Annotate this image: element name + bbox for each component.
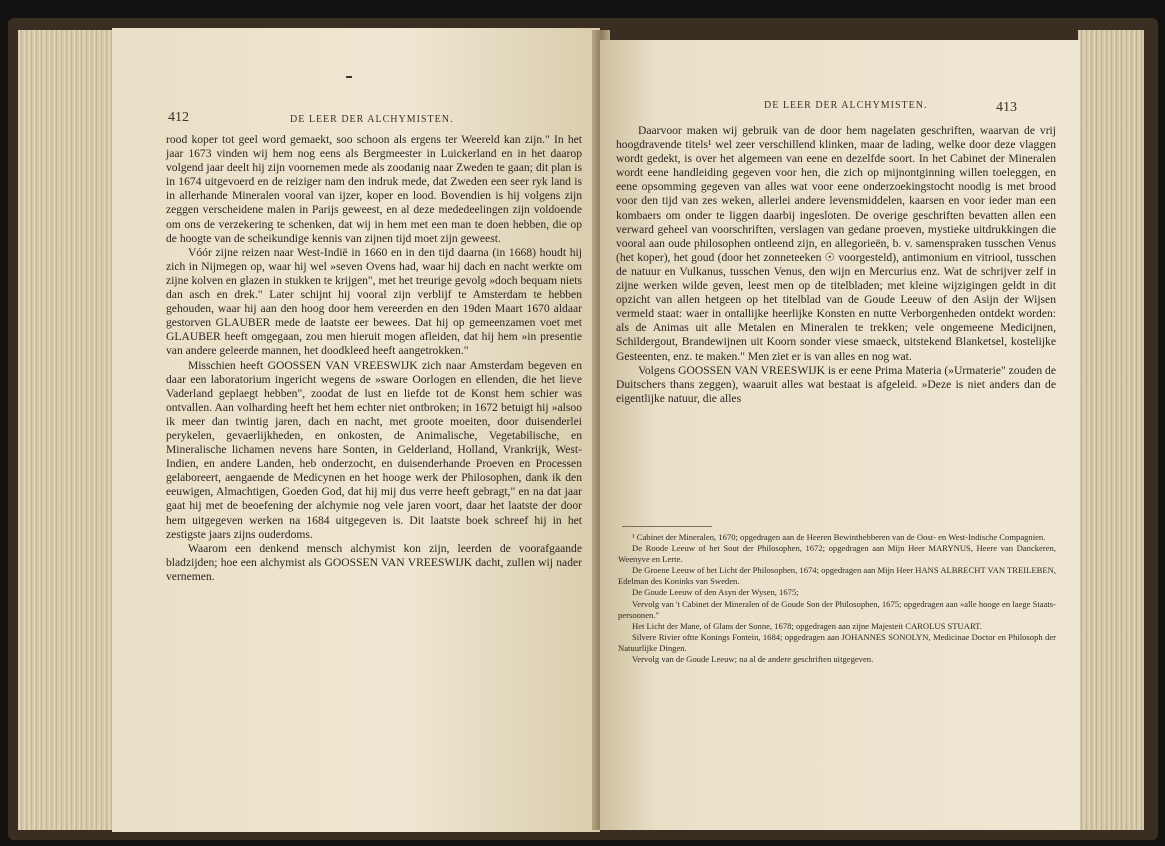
page-edges-right xyxy=(1078,30,1144,830)
footnote: Silvere Rivier oftte Konings Fontein, 1684; opgedragen aan JOHANNES SONOLYN, Medicinae Doctor en Philosoph der Natuurlijke Dingen. xyxy=(618,631,1056,653)
footnote: Het Licht der Mane, of Glans der Sonne, 1678; opgedragen aan zijne Majesteit CAROLUS STUART. xyxy=(632,620,982,631)
right-running-head: DE LEER DER ALCHYMISTEN. xyxy=(764,100,928,111)
left-body-text xyxy=(166,133,582,584)
right-page-number: 413 xyxy=(996,100,1017,115)
paragraph: Daarvoor maken wij gebruik van de door hem nagelaten geschriften, waarvan de vrij hoogdravende titels¹ wel zeer verschillend klinken, maar de lading, welke door deze vlaggen wordt gedekt, is over het algemeen van eene en dezelfde soort. In het Cabinet der Mineralen wordt eene handleiding gegeven voor hen, die zich op mijnontginning willen toeleggen, en eene opsomming gegeven van alles wat voor eene onderzoekingstocht noodig is met brood voor den tijd van zes weken, allerlei andere levensmiddelen, kaarsen en voor ieder man een kombaers om onder te liggen daarbij ingesloten. De overige geschriften bevatten allen een verward geheel van voorschriften, verslagen van gedane proeven, mystieke uitdrukkingen die vooral aan oude philosophen ontleend zijn, en allegorieën, b. v. samenspraken tusschen Venus (het koper), het goud (door het zonneteeken ☉ voorgesteld), antimonium en vitriool, tusschen de natuur en Vulkanus, tusschen Venus, den wijn en Mercurius enz. Wat de schrijver zelf in zijne werken wilde geven, leest men op de titelbladen; met kleine wijzigingen geldt in dit opzicht van allen hetgeen op het titelblad van de Goude Leeuw of den Asijn der Wijsen vermeld staat: waer in ontallijke heerlijke Konsten en nutte Verborgenheden ontdekt worden: als de Animas uit alle Metalen en Mineralen te trekken; vele ongemeene Medicijnen, Schildergout, Brandewijnen uit Koorn sonder viese smaeck, uitstekend Blanketsel, kostelijke Gesteenten, enz. te maken." Men ziet er is van alles en nog wat. xyxy=(616,124,1056,363)
paragraph: rood koper tot geel word gemaekt, soo schoon als ergens ter Weereld kan zijn." In het jaar 1673 vinden wij hem nog eens als Bergmeester in Luickerland en in het daarop volgend jaar deelt hij zijn voornemen mede als zoodanig naar Zweden te gaan; dit plan is in 1674 uitgevoerd en de reiziger nam den indruk mede, dat Zweden een seer ryk land is in allerhande Mineralen vooral van ijzer, koper en lood. Bovendien is hij volgens zijn zeggen verscheidene malen in Parijs geweest, en al deze mededeelingen zijn voldoende om ons de verzekering te schenken, dat wij in hem met een man te doen hebben, die op de hoogte van de scheikundige kennis van zijnen tijd moet zijn geweest. xyxy=(166,133,582,245)
ink-speck xyxy=(346,76,352,78)
page-edges-left xyxy=(18,30,113,830)
paragraph: Misschien heeft GOOSSEN VAN VREESWIJK zich naar Amsterdam begeven en daar een laboratorium ingericht wegens de »sware Oorlogen en ellenden, die het lieve Vaderland geplaegt hebben", zoodat de lust en liefde tot de Konst hem schier was ontvallen. Aan volharding heeft het hem echter niet ontbroken; in 1672 betuigt hij »alsoo ik meer dan twintig jaren, dach en nacht, met groote moeiten, door duisenderlei perykelen, gevaerlijkheden, en onkosten, de Animalische, Vegetabilische, en Mineralische lichamen nevens hare Sonten, in Gelderland, Holland, Vrankrijk, West-Indien, en andere Landen, heb onderzocht, en duisenderhande Proeven en Processen gelaboreert, aengaende de Medicynen en het hooge werk der Philosophen, dank ik den eeuwigen, Almachtigen, Goeden God, dat hij mij dus verre heeft gebragt," en na dat jaar gaat hij met de beoefening der alchymie nog vele jaren voort, daar het laatste der door hem uitgegeven werken na 1684 uitgegeven is. Dit laatste boek schreef hij in het zestigste jaars zijns ouderdoms. xyxy=(166,358,582,541)
footnote: ¹ Cabinet der Mineralen, 1670; opgedragen aan de Heeren Bewinthebberen van de Oost- en West-Indische Compagnien. xyxy=(632,532,1046,542)
footnote: Vervolg van de Goude Leeuw; na al de andere geschriften uitgegeven. xyxy=(632,654,874,665)
footnote: De Goude Leeuw of den Asyn der Wysen, 1675; xyxy=(632,587,799,598)
paragraph: Vóór zijne reizen naar West-Indië in 1660 en in den tijd daarna (in 1668) houdt hij zich in Nijmegen op, waar hij wel »seven Ovens had, waar hij dach en nacht werkte om zijne kolven en glazen in stukken te krijgen", met het treurige gevolg »doch bequam niets dan asch en drek." Later schijnt hij vooral zijn verblijf te Amsterdam te hebben gehouden, waar hij aan den hoog door hem vereerden en den 19den Maart 1670 aldaar gestorven GLAUBER mede de laatste eer bewees. Dat hij op gemeenzamen voet met GLAUBER heeft omgegaan, zou men hieruit mogen afleiden, dat hij hem »in presentie van andere geleerde mannen, het doodkleed heeft aangetrokken." xyxy=(166,245,582,358)
footnotes xyxy=(618,532,1056,665)
right-body-text xyxy=(616,124,1056,406)
left-page xyxy=(112,28,600,832)
footnote-rule xyxy=(622,526,712,527)
footnote: De Groene Leeuw of het Licht der Philosophen, 1674; opgedragen aan Mijn Heer HANS ALBRECHT VAN TREILEBEN, Edelman des Koninks van Sweden. xyxy=(618,565,1056,587)
footnote: De Roode Leeuw of het Sout der Philosophen, 1672; opgedragen aan Mijn Heer MARYNUS, Heere van Danckeren, Weenyve en Lerte. xyxy=(618,543,1056,565)
paragraph: Volgens GOOSSEN VAN VREESWIJK is er eene Prima Materia (»Urmaterie" zouden de Duitschers thans zeggen), waaruit alles wat bestaat is afgeleid. »Deze is niet anders dan de eigentlijke natuur, die alles xyxy=(616,363,1056,405)
footnote: Vervolg van 't Cabinet der Mineralen of de Goude Son der Philosophen, 1675; opgedragen aan »alle hooge en laege Staats-persoonen." xyxy=(618,598,1056,620)
left-page-number: 412 xyxy=(168,110,189,125)
paragraph: Waarom een denkend mensch alchymist kon zijn, leerden de voorafgaande bladzijden; hoe een alchymist als GOOSSEN VAN VREESWIJK dacht, zullen wij nader vernemen. xyxy=(166,541,582,583)
left-running-head: DE LEER DER ALCHYMISTEN. xyxy=(290,114,454,125)
right-page xyxy=(600,40,1080,830)
